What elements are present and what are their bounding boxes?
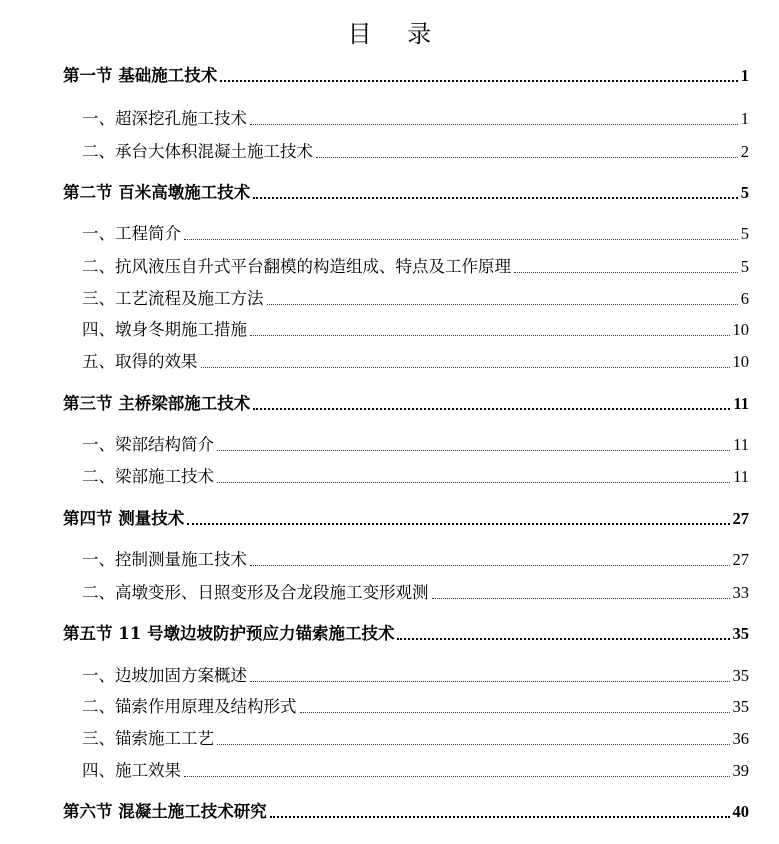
dot-leader [250,124,738,125]
toc-page-number: 33 [732,583,749,602]
toc-page-number: 10 [732,320,749,339]
toc-entry-label: 一、控制测量施工技术 [82,550,247,569]
toc-section-entry[interactable] [82,287,749,311]
toc-entry-label: 第三节 主桥梁部施工技术 [63,394,251,413]
dot-leader [184,776,730,777]
toc-section-entry[interactable] [82,759,749,783]
toc-entry-label: 第四节 测量技术 [63,509,185,528]
toc-page-number: 5 [740,224,749,243]
toc-entry-label: 五、取得的效果 [82,352,198,371]
toc-entry-label: 一、梁部结构简介 [82,435,214,454]
toc-page-number: 2 [740,142,749,161]
toc-section-entry[interactable] [82,107,749,131]
toc-page-number: 36 [732,729,749,748]
toc-page-number: 5 [740,257,749,276]
dot-leader [253,408,730,410]
dot-leader [267,304,738,305]
dot-leader [250,335,730,336]
page-title: 目 录 [347,20,446,48]
toc-section-entry[interactable] [82,664,749,688]
dot-leader [184,239,738,240]
toc-page-number: 6 [740,289,749,308]
toc-section-entry[interactable] [82,222,749,246]
toc-entry-label: 一、工程简介 [82,224,181,243]
toc-section-entry[interactable] [82,140,749,164]
toc-page-number: 1 [740,109,749,128]
dot-leader [316,157,738,158]
toc-page-number: 40 [732,802,749,821]
toc-page-number: 39 [732,761,749,780]
toc-chapter-entry[interactable] [63,392,749,416]
toc-entry-label: 二、梁部施工技术 [82,467,214,486]
dot-leader [397,638,729,640]
dot-leader [220,80,738,82]
toc-chapter-entry[interactable] [63,64,749,88]
toc-entry-label: 第六节 混凝土施工技术研究 [63,802,267,821]
dot-leader [217,744,730,745]
dot-leader [250,681,730,682]
toc-section-entry[interactable] [82,318,749,342]
toc-chapter-entry[interactable] [63,622,749,646]
toc-chapter-entry[interactable] [63,181,749,205]
toc-page-number: 11 [733,394,749,413]
toc-section-entry[interactable] [82,695,749,719]
toc-entry-label: 一、超深挖孔施工技术 [82,109,247,128]
toc-page-number: 11 [733,467,749,486]
dot-leader [270,816,730,818]
dot-leader [217,482,730,483]
toc-section-entry[interactable] [82,350,749,374]
dot-leader [514,272,738,273]
toc-entry-label: 二、抗风液压自升式平台翻模的构造组成、特点及工作原理 [82,257,511,276]
toc-page-number: 5 [740,183,749,202]
dot-leader [432,598,730,599]
toc-entry-label: 第二节 百米高墩施工技术 [63,183,251,202]
dot-leader [253,197,738,199]
dot-leader [217,450,730,451]
toc-entry-label: 第五节 11 号墩边坡防护预应力锚索施工技术 [63,624,395,643]
toc-page-number: 35 [732,624,749,643]
toc-entry-label: 三、工艺流程及施工方法 [82,289,264,308]
toc-entry-label: 三、锚索施工工艺 [82,729,214,748]
dot-leader [187,523,729,525]
toc-page-number: 1 [740,66,749,85]
toc-page-number: 35 [732,666,749,685]
toc-page-number: 27 [732,509,749,528]
toc-page-number: 35 [732,697,749,716]
toc-entry-label: 二、承台大体积混凝土施工技术 [82,142,313,161]
toc-entry-label: 一、边坡加固方案概述 [82,666,247,685]
toc-entry-label: 四、施工效果 [82,761,181,780]
toc-page-number: 27 [732,550,749,569]
dot-leader [201,367,730,368]
toc-entry-label: 第一节 基础施工技术 [63,66,218,85]
toc-chapter-entry[interactable] [63,800,749,824]
toc-section-entry[interactable] [82,255,749,279]
toc-section-entry[interactable] [82,727,749,751]
toc-section-entry[interactable] [82,581,749,605]
toc-section-entry[interactable] [82,548,749,572]
toc-page-number: 11 [733,435,749,454]
dot-leader [300,712,730,713]
dot-leader [250,565,730,566]
toc-section-entry[interactable] [82,465,749,489]
toc-entry-label: 二、锚索作用原理及结构形式 [82,697,297,716]
toc-page-number: 10 [732,352,749,371]
toc-chapter-entry[interactable] [63,507,749,531]
toc-section-entry[interactable] [82,433,749,457]
toc-entry-label: 二、高墩变形、日照变形及合龙段施工变形观测 [82,583,429,602]
toc-entry-label: 四、墩身冬期施工措施 [82,320,247,339]
